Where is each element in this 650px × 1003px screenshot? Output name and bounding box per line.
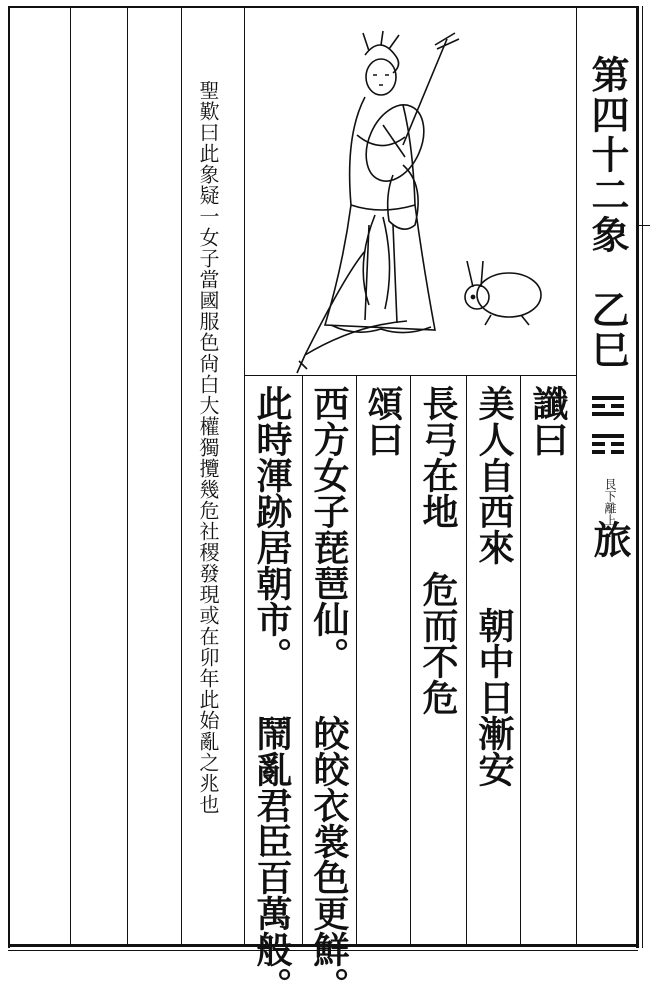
commentary-text: 聖歎曰此象疑一女子當國服色尙白大權獨攬幾危社稷發現或在卯年此始亂之兆也 <box>196 80 220 815</box>
col-line <box>520 375 521 946</box>
illustration-bottom-line <box>244 375 576 376</box>
frame-right-line-thin <box>642 6 643 948</box>
col-line <box>70 6 71 946</box>
frame-left-line <box>8 6 10 948</box>
section-title: 第四十二象 <box>585 55 630 255</box>
col-line <box>127 6 128 946</box>
ganzhi-label: 乙巳 <box>585 290 630 370</box>
song-line-2: 此時渾跡居朝市。 鬧亂君臣百萬般。 <box>251 385 293 1003</box>
chen-heading: 讖曰 <box>527 385 569 457</box>
trigram-label: 艮下離上 <box>603 478 617 526</box>
col-line <box>466 375 467 946</box>
col-line <box>244 6 245 946</box>
edge-tick <box>636 225 650 226</box>
col-line <box>576 6 577 946</box>
song-heading: 頌曰 <box>362 385 404 457</box>
col-line <box>181 6 182 946</box>
chen-line-1: 美人自西來 朝中日漸安 <box>473 385 515 787</box>
frame-right-line <box>636 6 639 948</box>
hexagram-symbol <box>590 392 626 466</box>
frame-top-line <box>8 6 638 8</box>
col-line <box>356 375 357 946</box>
col-line <box>302 375 303 946</box>
col-line <box>410 375 411 946</box>
hexagram-name: 旅 <box>587 520 632 560</box>
song-line-1: 西方女子琵琶仙。 皎皎衣裳色更鮮。 <box>308 385 350 1003</box>
woodblock-figure-illustration <box>285 25 555 375</box>
chen-line-2: 長弓在地 危而不危 <box>417 385 459 715</box>
